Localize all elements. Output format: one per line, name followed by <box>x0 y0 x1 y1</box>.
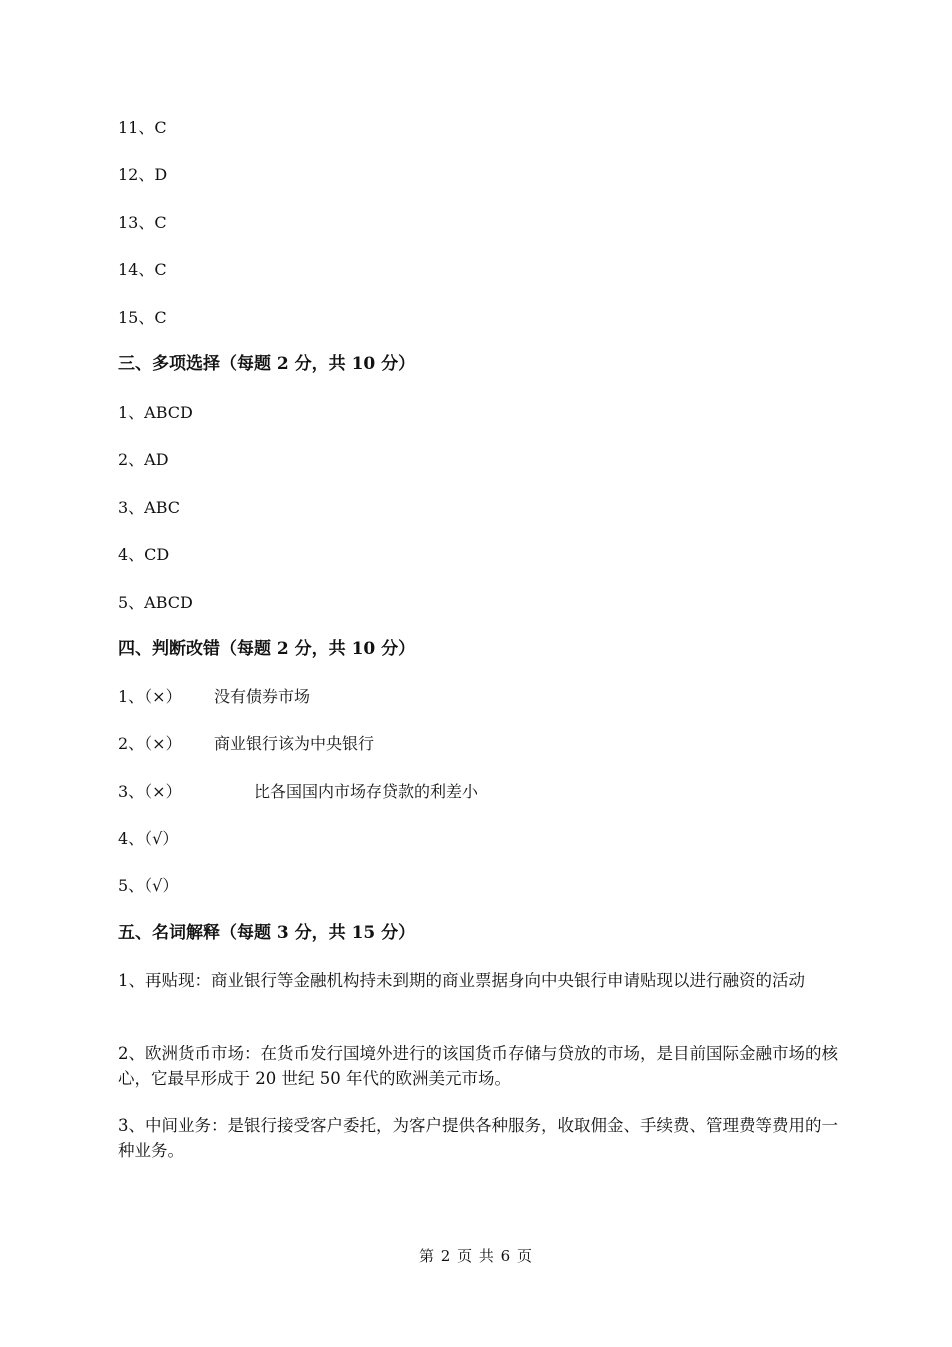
judgement-line <box>118 734 374 754</box>
answer-line: 1、ABCD <box>118 403 193 422</box>
judgement-note: 商业银行该为中央银行 <box>214 734 375 753</box>
answer-line: 13、C <box>118 213 167 232</box>
judgement-mark: 1、（×） <box>118 687 182 706</box>
answer-line: 15、C <box>118 308 167 327</box>
section-heading: 四、判断改错（每题 2 分，共 10 分） <box>118 639 416 659</box>
definition-paragraph: 1、再贴现：商业银行等金融机构持未到期的商业票据身向中央银行申请贴现以进行融资的活动 <box>118 971 805 990</box>
answer-line: 11、C <box>118 118 167 137</box>
judgement-mark: 4、（√） <box>118 829 179 848</box>
answer-line: 12、D <box>118 165 168 184</box>
judgement-mark: 3、（×） <box>118 782 182 801</box>
judgement-line <box>118 829 214 849</box>
answer-line: 5、ABCD <box>118 593 193 612</box>
judgement-line <box>118 687 310 707</box>
judgement-line <box>118 782 478 802</box>
judgement-note: 没有债券市场 <box>214 687 311 706</box>
judgement-note: 比各国国内市场存贷款的利差小 <box>254 782 479 801</box>
judgement-mark: 2、（×） <box>118 734 182 753</box>
definition-paragraph: 2、欧洲货币市场：在货币发行国境外进行的该国货币存储与贷放的市场，是目前国际金融市场的核心，它最早形成于 20 世纪 50 年代的欧洲美元市场。 <box>118 1044 838 1088</box>
section-heading: 五、名词解释（每题 3 分，共 15 分） <box>118 923 416 943</box>
answer-line: 3、ABC <box>118 498 181 517</box>
judgement-mark: 5、（√） <box>118 876 179 895</box>
judgement-line <box>118 876 214 896</box>
section-heading: 三、多项选择（每题 2 分，共 10 分） <box>118 354 416 374</box>
answer-line: 4、CD <box>118 545 170 564</box>
definition-paragraph: 3、中间业务：是银行接受客户委托，为客户提供各种服务，收取佣金、手续费、管理费等费用的一种业务。 <box>118 1116 838 1160</box>
answer-line: 2、AD <box>118 450 169 469</box>
answer-line: 14、C <box>118 260 167 279</box>
page-number: 第 2 页 共 6 页 <box>419 1247 533 1265</box>
